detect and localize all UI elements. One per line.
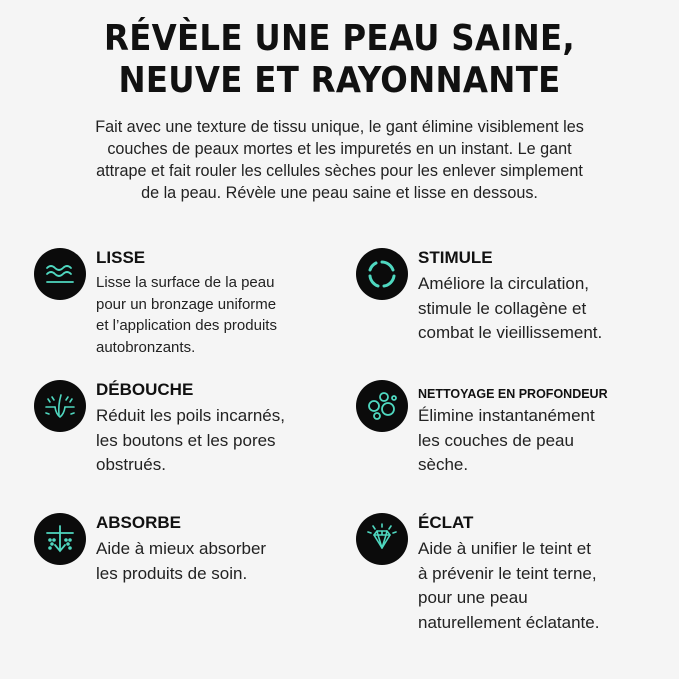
- intro-line: de la peau. Révèle une peau saine et lisse en dessous.: [141, 184, 538, 202]
- headline-line-2: NEUVE ET RAYONNANTE: [118, 60, 561, 101]
- feature-desc-line: les couches de peau: [418, 430, 574, 450]
- feature-description: [96, 404, 285, 478]
- feature-title: STIMULE: [418, 248, 493, 267]
- feature-description: [418, 272, 602, 346]
- feature-desc-line: pour une peau: [418, 588, 528, 607]
- intro-paragraph: [20, 116, 659, 204]
- feature-desc-line: autobronzants.: [96, 338, 196, 356]
- feature-title: LISSE: [96, 248, 146, 267]
- intro-line: Fait avec une texture de tissu unique, le gant élimine visiblement les: [95, 118, 584, 136]
- feature-desc-line: obstrués.: [96, 455, 166, 474]
- diamond-icon: [356, 513, 408, 565]
- feature-desc-line: Réduit les poils incarnés,: [96, 406, 285, 425]
- feature-desc-line: Lisse la surface de la peau: [96, 274, 275, 291]
- headline-line-1: RÉVÈLE UNE PEAU SAINE,: [103, 18, 576, 59]
- feature-lisse: [34, 248, 334, 358]
- feature-desc-line: stimule le collagène et: [418, 298, 587, 318]
- feature-desc-line: Améliore la circulation,: [418, 274, 590, 293]
- feature-desc-line: Élimine instantanément: [418, 406, 595, 425]
- feature-description: [96, 272, 277, 358]
- feature-description: [418, 537, 599, 635]
- feature-desc-line: Aide à unifier le teint et: [418, 539, 591, 558]
- feature-desc-line: et l’application des produits: [96, 317, 277, 334]
- feature-title: ÉCLAT: [418, 513, 474, 532]
- feature-absorbe: [34, 513, 344, 593]
- feature-title: NETTOYAGE EN PROFONDEUR: [418, 387, 608, 401]
- feature-stimule: [356, 248, 666, 358]
- feature-desc-line: naturellement éclatante.: [418, 612, 600, 632]
- feature-description: [418, 404, 595, 478]
- feature-desc-line: les produits de soin.: [96, 563, 248, 583]
- feature-desc-line: à prévenir le teint terne,: [418, 563, 597, 583]
- pore-icon: [34, 380, 86, 432]
- feature-desc-line: les boutons et les pores: [96, 430, 276, 450]
- intro-line: attrape et fait rouler les cellules sèches pour les enlever simplement: [96, 162, 583, 180]
- feature-nettoyage: [356, 380, 666, 480]
- feature-desc-line: Aide à mieux absorber: [96, 539, 267, 558]
- absorb-arrow-icon: [34, 513, 86, 565]
- feature-debouche: [34, 380, 344, 480]
- feature-title: DÉBOUCHE: [96, 380, 194, 399]
- feature-desc-line: pour un bronzage uniforme: [96, 295, 277, 313]
- circulation-icon: [356, 248, 408, 300]
- bubbles-icon: [356, 380, 408, 432]
- headline: [0, 18, 679, 102]
- feature-title: ABSORBE: [96, 513, 182, 532]
- waves-icon: [34, 248, 86, 300]
- feature-eclat: [356, 513, 676, 643]
- feature-description: [96, 537, 266, 586]
- intro-line: couches de peaux mortes et les impuretés en un instant. Le gant: [107, 140, 572, 158]
- feature-desc-line: sèche.: [418, 455, 469, 474]
- feature-desc-line: combat le vieillissement.: [418, 323, 603, 342]
